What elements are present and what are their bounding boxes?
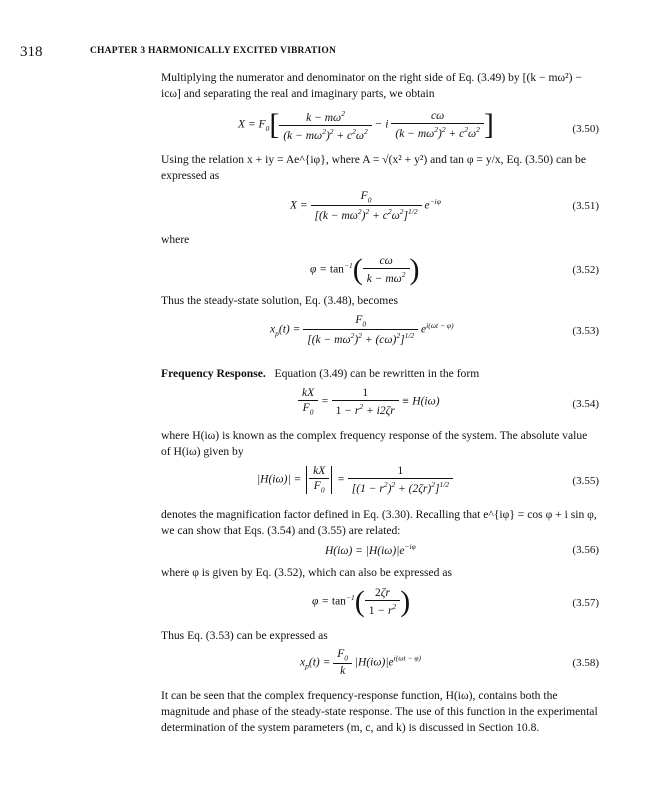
- paragraph-2: Using the relation x + iy = Ae^{iφ}, where A = √(x² + y²) and tan φ = y/x, Eq. (3.50) can be expressed as: [161, 153, 586, 182]
- paragraph-5: [161, 366, 599, 382]
- paragraph-1: Multiplying the numerator and denominator on the right side of Eq. (3.49) by [(k − mω²) − icω] and separating the real and imaginary parts, we obtain: [161, 71, 582, 100]
- eq-number-3-54: (3.54): [572, 398, 599, 410]
- page-number: 318: [20, 44, 43, 60]
- equation-3-55: |H(iω)| = $\frac{kX}{F_0}$ = $\frac{1}{[(1 - r^2)^2 + (2\zeta r)^2]^{1/2}}$: [257, 465, 453, 495]
- equation-3-57: $\varphi = \tan^{-1}$( $\frac{2\zeta r}{1 - r^2}$ ): [312, 585, 411, 618]
- paragraph-3: where: [161, 233, 190, 246]
- equation-3-53: $x_p(t)$ = $\frac{F_0}{[(k - m\omega^2)^2 + (c\omega)^2]^{1/2}}$ $e^{i(\omega t - \varphi)}$: [270, 314, 454, 347]
- paragraph-7: denotes the magnification factor defined in Eq. (3.30). Recalling that e^{iφ} = cos φ + i sin φ, we can show that Eqs. (3.54) and (3.55) are related:: [161, 508, 597, 537]
- chapter-title: CHAPTER 3 HARMONICALLY EXCITED VIBRATION: [90, 46, 337, 56]
- paragraph-6: where H(iω) is known as the complex frequency response of the system. The absolute value of H(iω) given by: [161, 429, 588, 458]
- paragraph-9: Thus Eq. (3.53) can be expressed as: [161, 629, 328, 642]
- paragraph-4: Thus the steady-state solution, Eq. (3.48), becomes: [161, 294, 398, 307]
- paragraph-5-body: Equation (3.49) can be rewritten in the form: [274, 367, 480, 380]
- equation-3-58: $x_p(t)$ = $\frac{F_0}{k}$ $|H(i\omega)|e^{i(\omega t - \varphi)}$: [300, 648, 422, 678]
- eq-number-3-53: (3.53): [572, 325, 599, 337]
- equation-3-56: $H(i\omega) = |H(i\omega)|e^{-i\varphi}$: [325, 542, 416, 557]
- paragraph-10: It can be seen that the complex frequency-response function, H(iω), contains both the magnitude and phase of the steady-state response. The use of this function in the experimental determination of the system parameters (m, c, and k) is discussed in Section 10.8.: [161, 689, 598, 734]
- equation-3-51: X = $\frac{F_0}{[(k - m\omega^2)^2 + c^2\omega^2]^{1/2}}$ $e^{-i\varphi}$: [290, 190, 441, 223]
- eq-number-3-50: (3.50): [572, 123, 599, 135]
- eq-number-3-55: (3.55): [572, 475, 599, 487]
- eq-number-3-58: (3.58): [572, 657, 599, 669]
- page-header: [20, 44, 337, 61]
- eq-number-3-51: (3.51): [572, 200, 599, 212]
- eq-number-3-56: (3.56): [572, 544, 599, 556]
- paragraph-8: where φ is given by Eq. (3.52), which can also be expressed as: [161, 566, 452, 579]
- section-heading: Frequency Response.: [161, 367, 266, 380]
- equation-3-50: $X = F_0$[ $\frac{k - m\omega^2}{(k - m\omega^2)^2 + c^2\omega^2}$ − i $\frac{c\omega}{(k - m\omega^2)^2 + c^2\omega^2}$ ]: [238, 108, 494, 142]
- equation-3-54: $\frac{kX}{F_0}$ = $\frac{1}{1 - r^2 + i2\zeta r}$ ≡ H(iω): [298, 387, 440, 417]
- equation-3-52: $\varphi = \tan^{-1}$( $\frac{c\omega}{k - m\omega^2}$ ): [310, 253, 420, 286]
- eq-number-3-52: (3.52): [572, 264, 599, 276]
- eq-number-3-57: (3.57): [572, 597, 599, 609]
